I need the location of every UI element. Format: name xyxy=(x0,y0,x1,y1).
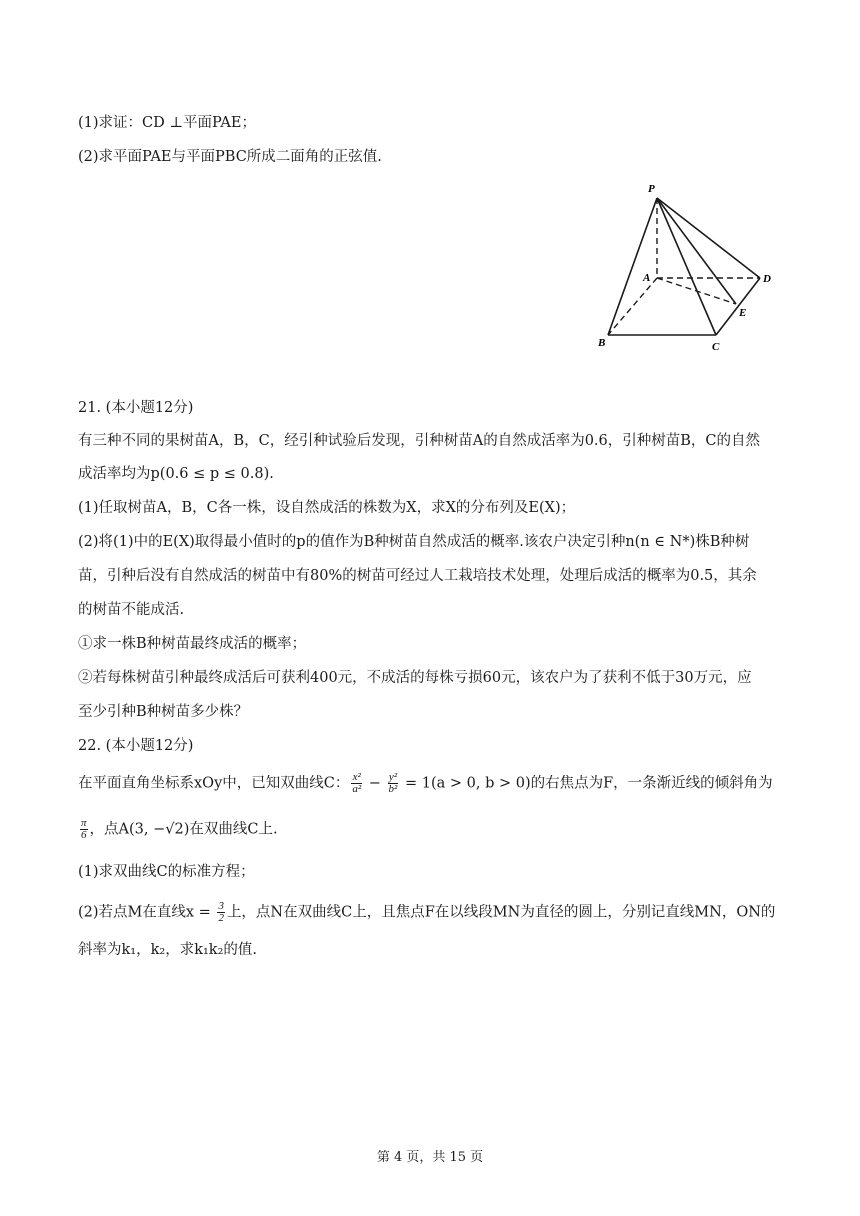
page-footer: 第 4 页，共 15 页 xyxy=(376,1150,484,1165)
q21-part2-1: (2)将(1)中的E(X)取得最小值时的p的值作为B种树苗自然成活的概率.该农户决定引种n(n ∈ N*)株B种树 xyxy=(78,534,750,550)
q22-part1: (1)求双曲线C的标准方程； xyxy=(78,864,255,880)
label-E: E xyxy=(739,307,747,319)
q22-part2-1 xyxy=(78,901,775,924)
q21-part2-3: 的树苗不能成活. xyxy=(78,602,185,618)
q22-text-1a: 在平面直角坐标系xOy中，已知双曲线C： xyxy=(78,775,350,792)
pyramid-figure xyxy=(590,178,780,353)
q21-text-1: 有三种不同的果树苗A，B，C，经引种试验后发现，引种树苗A的自然成活率为0.6，引种树苗B，C的自然 xyxy=(78,433,760,449)
q22-header: 22. (本小题12分) xyxy=(78,738,194,754)
q22-text-1 xyxy=(78,772,773,795)
q22-part2-2: 斜率为k₁，k₂，求k₁k₂的值. xyxy=(78,942,258,958)
q22-text-1b: = 1(a > 0, b > 0)的右焦点为F，一条渐近线的倾斜角为 xyxy=(400,775,773,792)
edge-AE xyxy=(657,278,736,304)
q21-part1: (1)任取树苗A，B，C各一株，设自然成活的株数为X，求X的分布列及E(X)； xyxy=(78,500,576,516)
edge-PB xyxy=(608,198,657,335)
label-C: C xyxy=(712,341,720,353)
q21-header: 21. (本小题12分) xyxy=(78,400,194,416)
q21-sub2-2: 至少引种B种树苗多少株？ xyxy=(78,704,249,720)
fraction-x2-a2: $\frac{\text{x²}}{\text{a²}}$ xyxy=(352,771,362,795)
q22-part2-1a: (2)若点M在直线x = xyxy=(78,904,216,921)
q22-part2-1b: 上，点N在双曲线C上，且焦点F在以线段MN为直径的圆上，分别记直线MN，ON的 xyxy=(226,904,776,921)
label-A: A xyxy=(643,272,651,284)
label-P: P xyxy=(648,183,655,195)
q21-part2-2: 苗，引种后没有自然成活的树苗中有80%的树苗可经过人工栽培技术处理，处理后成活的概率为0.5，其余 xyxy=(78,568,757,584)
fraction-pi-6: $\frac{\pi}{6}$ xyxy=(81,817,87,841)
label-B: B xyxy=(598,337,606,349)
fraction-3-2: $\frac{3}{2}$ xyxy=(218,900,224,924)
minus-sign: − xyxy=(364,775,386,792)
q21-sub2-1: ②若每株树苗引种最终成活后可获利400元，不成活的每株亏损60元，该农户为了获利不低于30万元，应 xyxy=(78,670,752,686)
q21-text-2: 成活率均为p(0.6 ≤ p ≤ 0.8). xyxy=(78,466,274,482)
q22-text-2b: ，点A(3, −√2)在双曲线C上. xyxy=(89,821,278,838)
q22-text-2 xyxy=(78,818,278,841)
edge-AB xyxy=(608,278,657,335)
q21-sub1: ①求一株B种树苗最终成活的概率； xyxy=(78,636,307,652)
q20-part2: (2)求平面PAE与平面PBC所成二面角的正弦值. xyxy=(78,149,382,165)
fraction-y2-b2: $\frac{\text{y²}}{\text{b²}}$ xyxy=(388,771,398,795)
q20-part1: (1)求证：CD ⊥平面PAE； xyxy=(78,115,256,131)
label-D: D xyxy=(763,273,771,285)
